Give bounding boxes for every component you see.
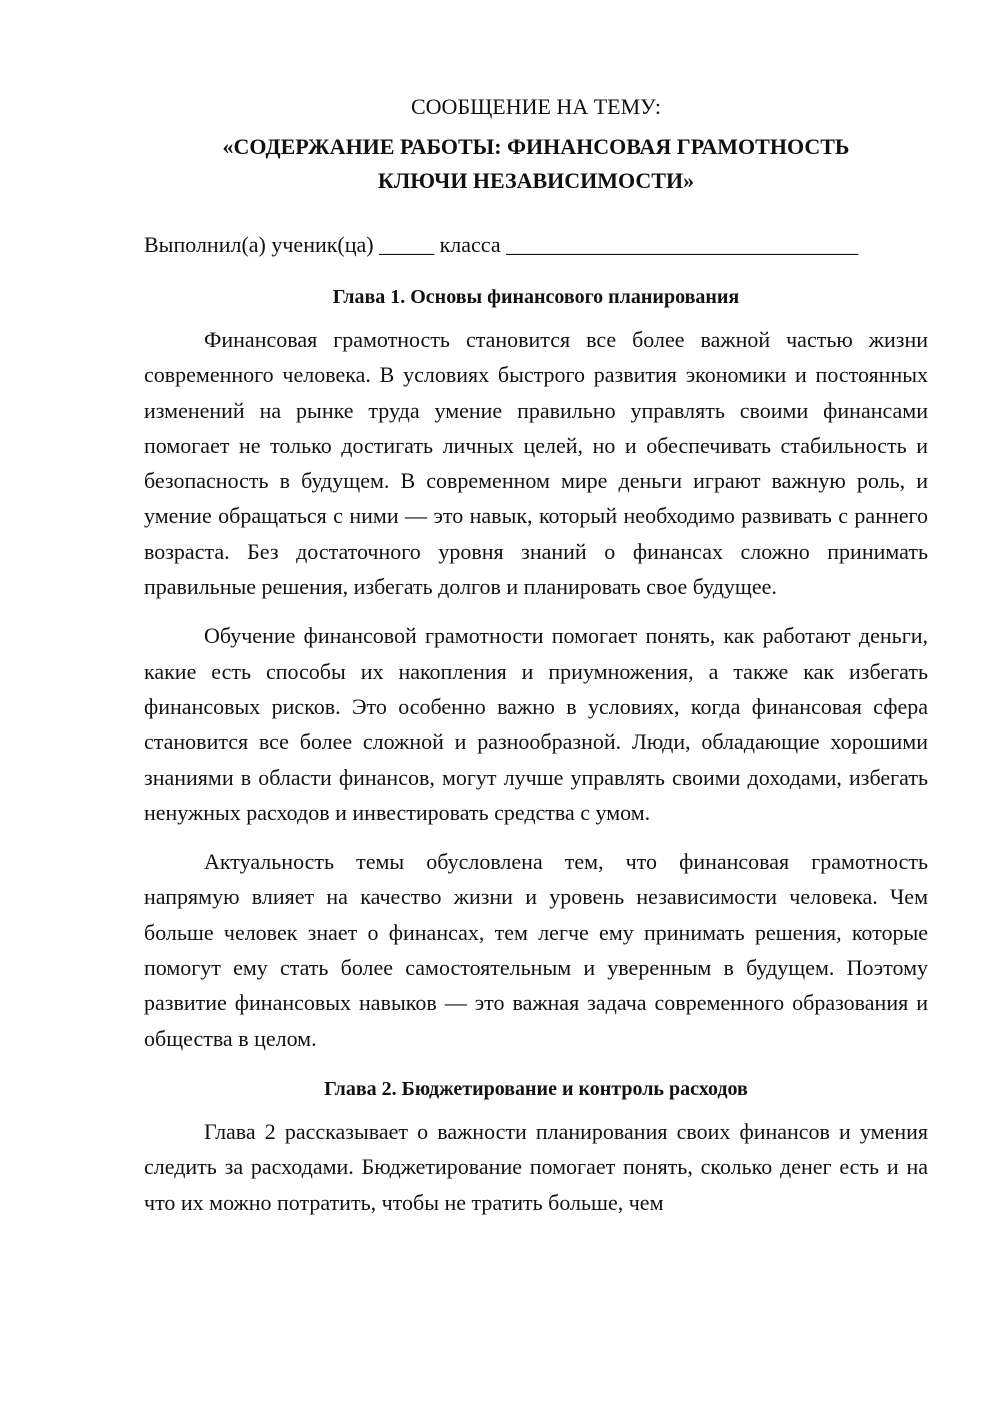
chapter-heading: Глава 2. Бюджетирование и контроль расходов	[324, 1077, 748, 1100]
title-line-1: СООБЩЕНИЕ НА ТЕМУ:	[411, 94, 661, 119]
title-line-3: КЛЮЧИ НЕЗАВИСИМОСТИ»	[377, 168, 695, 193]
chapter-1	[144, 282, 928, 1056]
paragraph: Финансовая грамотность становится все более важной частью жизни современного человека. В условиях быстрого развития экономики и постоянных изменений на рынке труда умение правильно управлять своими финансами помогает не только достигать личных целей, но и обеспечивать стабильность и безопасность в будущем. В современном мире деньги играют важную роль, и умение обращаться с ними — это навык, который необходимо развивать с раннего возраста. Без достаточного уровня знаний о финансах сложно принимать правильные решения, избегать долгов и планировать свое будущее.	[144, 327, 928, 600]
title-line-2: «СОДЕРЖАНИЕ РАБОТЫ: ФИНАНСОВАЯ ГРАМОТНОСТЬ	[222, 134, 850, 159]
performer-line: Выполнил(а) ученик(ца) _____ класса ________________________________	[144, 232, 859, 257]
paragraph: Актуальность темы обусловлена тем, что финансовая грамотность напрямую влияет на качество жизни и уровень независимости человека. Чем больше человек знает о финансах, тем легче ему принимать решения, которые помогут ему стать более самостоятельным и уверенным в будущем. Поэтому развитие финансовых навыков — это важная задача современного образования и общества в целом.	[144, 849, 928, 1051]
chapter-2	[144, 1074, 928, 1220]
chapter-heading: Глава 1. Основы финансового планирования	[332, 286, 740, 308]
document-body	[144, 90, 928, 1234]
paragraph: Обучение финансовой грамотности помогает понять, как работают деньги, какие есть способы их накопления и приумножения, а также как избегать финансовых рисков. Это особенно важно в условиях, когда финансовая сфера становится все более сложной и разнообразной. Люди, обладающие хорошими знаниями в области финансов, могут лучше управлять своими доходами, избегать ненужных расходов и инвестировать средства с умом.	[144, 623, 928, 825]
paragraph: Глава 2 рассказывает о важности планирования своих финансов и умения следить за расходами. Бюджетирование помогает понять, сколько денег есть и на что их можно потратить, чтобы не тратить больше, чем	[144, 1118, 928, 1215]
